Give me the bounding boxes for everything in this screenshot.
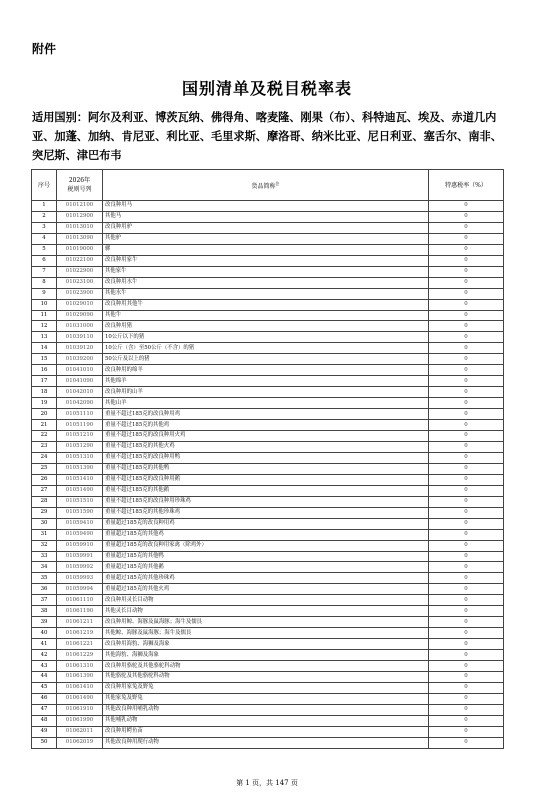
row-rate: 0 [429, 321, 504, 332]
row-seq: 12 [32, 321, 57, 332]
attachment-label: 附件 [32, 42, 57, 56]
row-name: 重量超过185克的改良种用鸡 [103, 518, 429, 529]
row-rate: 0 [429, 244, 504, 255]
row-name: 重量超过185克的其他珍珠鸡 [103, 573, 429, 584]
table-row [32, 715, 504, 726]
row-code: 01059991 [57, 551, 103, 562]
row-rate: 0 [429, 376, 504, 387]
row-code: 01023100 [57, 277, 103, 288]
table-row [32, 726, 504, 737]
row-code: 01012900 [57, 211, 103, 222]
table-row [32, 452, 504, 463]
row-seq: 47 [32, 704, 57, 715]
row-rate: 0 [429, 704, 504, 715]
row-seq: 30 [32, 518, 57, 529]
row-name: 改良种用的山羊 [103, 387, 429, 398]
row-code: 01051310 [57, 452, 103, 463]
row-name: 其他水牛 [103, 288, 429, 299]
row-name: 改良种用鳄鱼苗 [103, 726, 429, 737]
row-name: 改良种用家牛 [103, 255, 429, 266]
row-code: 01022100 [57, 255, 103, 266]
row-code: 01031000 [57, 321, 103, 332]
row-name: 重量超过185克的其他火鸡 [103, 584, 429, 595]
row-name: 重量超过185克的改良种用家禽（除鸡外） [103, 540, 429, 551]
row-code: 01061211 [57, 617, 103, 628]
row-code: 01023900 [57, 288, 103, 299]
table-row [32, 474, 504, 485]
row-seq: 25 [32, 463, 57, 474]
row-seq: 1 [32, 201, 57, 212]
row-code: 01019000 [57, 244, 103, 255]
table-row [32, 671, 504, 682]
row-code: 01042090 [57, 398, 103, 409]
row-name: 改良种用的绵羊 [103, 365, 429, 376]
row-name: 改良种用骆驼及其他骆驼科动物 [103, 661, 429, 672]
row-code: 01061490 [57, 693, 103, 704]
table-row [32, 485, 504, 496]
row-name: 重量超过185克的其他鸡 [103, 529, 429, 540]
row-name: 其他骆驼及其他骆驼科动物 [103, 671, 429, 682]
table-row [32, 321, 504, 332]
row-code: 01029090 [57, 310, 103, 321]
row-code: 01051110 [57, 409, 103, 420]
table-row [32, 266, 504, 277]
table-row [32, 507, 504, 518]
table-row [32, 661, 504, 672]
row-rate: 0 [429, 693, 504, 704]
row-seq: 6 [32, 255, 57, 266]
header-seq: 序号 [32, 170, 57, 201]
row-name: 改良种用家兔及野兔 [103, 682, 429, 693]
row-code: 01013090 [57, 233, 103, 244]
table-row [32, 617, 504, 628]
row-code: 01022900 [57, 266, 103, 277]
row-name: 其他马 [103, 211, 429, 222]
row-seq: 14 [32, 343, 57, 354]
table-row [32, 573, 504, 584]
row-name: 重量不超过185克的其他火鸡 [103, 441, 429, 452]
row-name: 50公斤及以上的猪 [103, 354, 429, 365]
row-rate: 0 [429, 474, 504, 485]
table-row [32, 529, 504, 540]
table-row [32, 387, 504, 398]
row-seq: 46 [32, 693, 57, 704]
row-code: 01061310 [57, 661, 103, 672]
row-name: 其他灵长目动物 [103, 606, 429, 617]
row-name: 其他家牛 [103, 266, 429, 277]
table-row [32, 365, 504, 376]
table-row [32, 441, 504, 452]
row-name: 改良种用驴 [103, 222, 429, 233]
row-seq: 29 [32, 507, 57, 518]
header-name [103, 170, 429, 201]
row-rate: 0 [429, 463, 504, 474]
row-rate: 0 [429, 266, 504, 277]
row-rate: 0 [429, 485, 504, 496]
row-name: 重量不超过185克的改良种用火鸡 [103, 431, 429, 442]
row-name: 其他改良种用哺乳动物 [103, 704, 429, 715]
row-rate: 0 [429, 288, 504, 299]
row-seq: 2 [32, 211, 57, 222]
row-rate: 0 [429, 420, 504, 431]
row-rate: 0 [429, 310, 504, 321]
header-code [57, 170, 103, 201]
row-seq: 32 [32, 540, 57, 551]
row-name: 其他山羊 [103, 398, 429, 409]
row-seq: 41 [32, 639, 57, 650]
row-code: 01062011 [57, 726, 103, 737]
document-title: 国别清单及税目税率表 [181, 79, 352, 98]
row-name: 改良种用其他牛 [103, 299, 429, 310]
header-code-line2: 税则号列 [67, 186, 92, 193]
row-code: 01051290 [57, 441, 103, 452]
row-name: 重量超过185克的其他鸭 [103, 551, 429, 562]
row-code: 01059994 [57, 584, 103, 595]
row-code: 01059910 [57, 540, 103, 551]
row-name: 重量不超过185克的其他鹅 [103, 485, 429, 496]
row-rate: 0 [429, 606, 504, 617]
table-row [32, 562, 504, 573]
row-code: 01061910 [57, 704, 103, 715]
row-name: 改良种用灵长目动物 [103, 595, 429, 606]
row-seq: 27 [32, 485, 57, 496]
row-name: 10公斤（含）至50公斤（不含）的猪 [103, 343, 429, 354]
row-rate: 0 [429, 551, 504, 562]
row-code: 01029010 [57, 299, 103, 310]
row-code: 01013010 [57, 222, 103, 233]
row-code: 01051390 [57, 463, 103, 474]
table-row [32, 551, 504, 562]
row-rate: 0 [429, 354, 504, 365]
row-rate: 0 [429, 595, 504, 606]
row-seq: 20 [32, 409, 57, 420]
table-row [32, 201, 504, 212]
row-code: 01051590 [57, 507, 103, 518]
row-seq: 10 [32, 299, 57, 310]
row-code: 01039120 [57, 343, 103, 354]
row-code: 01062019 [57, 737, 103, 748]
table-row [32, 431, 504, 442]
row-code: 01061990 [57, 715, 103, 726]
row-rate: 0 [429, 332, 504, 343]
row-rate: 0 [429, 409, 504, 420]
row-seq: 37 [32, 595, 57, 606]
row-seq: 16 [32, 365, 57, 376]
row-seq: 17 [32, 376, 57, 387]
row-seq: 31 [32, 529, 57, 540]
table-row [32, 595, 504, 606]
row-name: 重量不超过185克的其他鸡 [103, 420, 429, 431]
row-name: 骡 [103, 244, 429, 255]
row-code: 01051490 [57, 485, 103, 496]
table-row [32, 650, 504, 661]
row-name: 重量不超过185克的改良种用珍珠鸡 [103, 496, 429, 507]
table-row [32, 277, 504, 288]
row-rate: 0 [429, 452, 504, 463]
table-row [32, 409, 504, 420]
header-name-label: 货品简称 [251, 183, 276, 190]
row-code: 01061110 [57, 595, 103, 606]
row-rate: 0 [429, 431, 504, 442]
row-seq: 9 [32, 288, 57, 299]
row-rate: 0 [429, 496, 504, 507]
row-code: 01061221 [57, 639, 103, 650]
row-rate: 0 [429, 682, 504, 693]
row-name: 10公斤以下的猪 [103, 332, 429, 343]
row-code: 01061410 [57, 682, 103, 693]
table-row [32, 704, 504, 715]
row-code: 01059410 [57, 518, 103, 529]
row-rate: 0 [429, 299, 504, 310]
row-seq: 5 [32, 244, 57, 255]
row-code: 01041090 [57, 376, 103, 387]
row-name: 其他绵羊 [103, 376, 429, 387]
row-code: 01051410 [57, 474, 103, 485]
row-code: 01012100 [57, 201, 103, 212]
row-name: 重量超过185克的其他鹅 [103, 562, 429, 573]
row-seq: 19 [32, 398, 57, 409]
row-seq: 34 [32, 562, 57, 573]
row-code: 01039200 [57, 354, 103, 365]
table-row [32, 693, 504, 704]
table-row [32, 354, 504, 365]
row-rate: 0 [429, 398, 504, 409]
table-row [32, 463, 504, 474]
row-rate: 0 [429, 584, 504, 595]
row-name: 重量不超过185克的改良种用鸡 [103, 409, 429, 420]
row-name: 改良种用水牛 [103, 277, 429, 288]
row-code: 01061229 [57, 650, 103, 661]
table-row [32, 496, 504, 507]
row-seq: 39 [32, 617, 57, 628]
row-rate: 0 [429, 540, 504, 551]
row-rate: 0 [429, 222, 504, 233]
table-row [32, 628, 504, 639]
header-rate: 特惠税率（%） [429, 170, 504, 201]
row-seq: 48 [32, 715, 57, 726]
row-seq: 3 [32, 222, 57, 233]
row-seq: 7 [32, 266, 57, 277]
row-seq: 45 [32, 682, 57, 693]
row-rate: 0 [429, 507, 504, 518]
row-name: 重量不超过185克的其他珍珠鸡 [103, 507, 429, 518]
row-rate: 0 [429, 201, 504, 212]
table-header-row [32, 170, 504, 201]
row-code: 01051510 [57, 496, 103, 507]
row-code: 01061390 [57, 671, 103, 682]
row-name: 重量不超过185克的改良种用鹅 [103, 474, 429, 485]
table-row [32, 288, 504, 299]
row-rate: 0 [429, 343, 504, 354]
row-name: 改良种用猪 [103, 321, 429, 332]
row-rate: 0 [429, 255, 504, 266]
row-code: 01051210 [57, 431, 103, 442]
row-name: 其他哺乳动物 [103, 715, 429, 726]
row-rate: 0 [429, 726, 504, 737]
row-code: 01039110 [57, 332, 103, 343]
row-name: 其他海豹、海狮及海象 [103, 650, 429, 661]
table-row [32, 255, 504, 266]
table-row [32, 244, 504, 255]
row-code: 01059992 [57, 562, 103, 573]
row-seq: 11 [32, 310, 57, 321]
row-rate: 0 [429, 211, 504, 222]
row-rate: 0 [429, 529, 504, 540]
tariff-table [31, 169, 504, 749]
header-code-line1: 2026年 [68, 177, 91, 184]
table-row [32, 211, 504, 222]
page-footer: 第 1 页，共 147 页 [236, 779, 298, 787]
row-seq: 36 [32, 584, 57, 595]
table-row [32, 540, 504, 551]
row-name: 重量不超过185克的其他鸭 [103, 463, 429, 474]
row-name: 改良种用鲸、海豚及鼠海豚；海牛及儒艮 [103, 617, 429, 628]
header-name-note: 注 [275, 181, 280, 186]
row-code: 01059490 [57, 529, 103, 540]
row-seq: 8 [32, 277, 57, 288]
row-seq: 44 [32, 671, 57, 682]
table-row [32, 420, 504, 431]
row-seq: 50 [32, 737, 57, 748]
row-rate: 0 [429, 562, 504, 573]
row-seq: 38 [32, 606, 57, 617]
table-row [32, 737, 504, 748]
table-row [32, 606, 504, 617]
row-code: 01041010 [57, 365, 103, 376]
row-seq: 18 [32, 387, 57, 398]
row-seq: 24 [32, 452, 57, 463]
row-seq: 49 [32, 726, 57, 737]
row-seq: 28 [32, 496, 57, 507]
row-seq: 26 [32, 474, 57, 485]
row-name: 其他鲸、海豚及鼠海豚；海牛及儒艮 [103, 628, 429, 639]
row-seq: 22 [32, 431, 57, 442]
row-code: 01061219 [57, 628, 103, 639]
row-seq: 43 [32, 661, 57, 672]
row-rate: 0 [429, 441, 504, 452]
row-seq: 4 [32, 233, 57, 244]
row-rate: 0 [429, 365, 504, 376]
row-seq: 21 [32, 420, 57, 431]
row-rate: 0 [429, 277, 504, 288]
row-code: 01059993 [57, 573, 103, 584]
row-seq: 13 [32, 332, 57, 343]
row-rate: 0 [429, 737, 504, 748]
row-name: 其他家兔及野兔 [103, 693, 429, 704]
row-rate: 0 [429, 661, 504, 672]
row-rate: 0 [429, 518, 504, 529]
row-name: 重量不超过185克的改良种用鸭 [103, 452, 429, 463]
row-rate: 0 [429, 617, 504, 628]
table-row [32, 310, 504, 321]
row-rate: 0 [429, 387, 504, 398]
row-rate: 0 [429, 573, 504, 584]
row-rate: 0 [429, 639, 504, 650]
table-row [32, 222, 504, 233]
row-name: 改良种用马 [103, 201, 429, 212]
table-row [32, 343, 504, 354]
row-seq: 42 [32, 650, 57, 661]
table-row [32, 639, 504, 650]
table-row [32, 332, 504, 343]
row-code: 01061190 [57, 606, 103, 617]
table-row [32, 518, 504, 529]
applicable-countries: 适用国别：阿尔及利亚、博茨瓦纳、佛得角、喀麦隆、刚果（布）、科特迪瓦、埃及、赤道几内亚、加蓬、加纳、肯尼亚、利比亚、毛里求斯、摩洛哥、纳米比亚、尼日利亚、塞舌尔、南非、突尼斯、津巴布韦 [32, 111, 502, 162]
row-seq: 23 [32, 441, 57, 452]
row-rate: 0 [429, 715, 504, 726]
row-seq: 35 [32, 573, 57, 584]
row-name: 其他驴 [103, 233, 429, 244]
row-name: 其他改良种用爬行动物 [103, 737, 429, 748]
table-row [32, 682, 504, 693]
row-name: 其他牛 [103, 310, 429, 321]
row-code: 01042010 [57, 387, 103, 398]
row-seq: 40 [32, 628, 57, 639]
table-row [32, 299, 504, 310]
table-row [32, 584, 504, 595]
row-seq: 33 [32, 551, 57, 562]
table-row [32, 233, 504, 244]
row-rate: 0 [429, 628, 504, 639]
row-rate: 0 [429, 671, 504, 682]
row-rate: 0 [429, 650, 504, 661]
table-row [32, 376, 504, 387]
row-seq: 15 [32, 354, 57, 365]
row-name: 改良种用海豹、海狮及海象 [103, 639, 429, 650]
row-rate: 0 [429, 233, 504, 244]
row-code: 01051190 [57, 420, 103, 431]
table-row [32, 398, 504, 409]
